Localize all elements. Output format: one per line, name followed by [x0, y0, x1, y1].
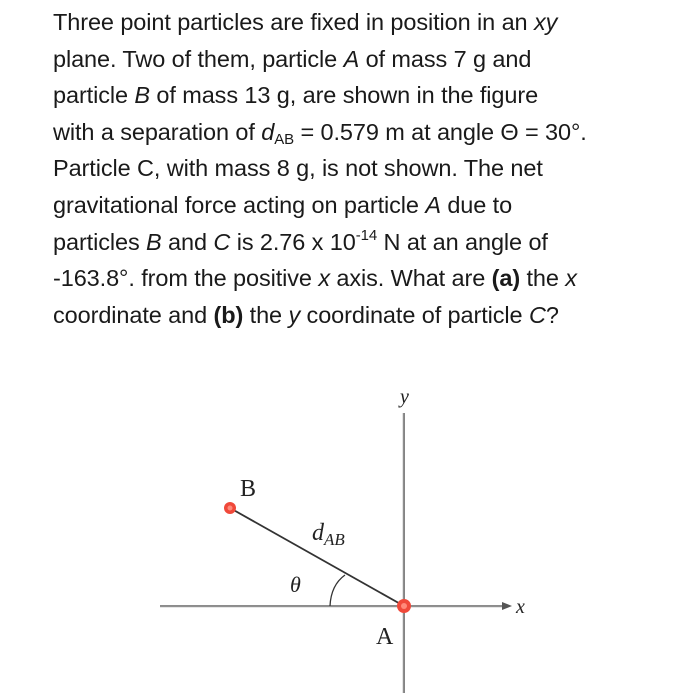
- problem-line-9: coordinate and (b) the y coordinate of particle C?: [53, 301, 559, 328]
- problem-line-2: plane. Two of them, particle A of mass 7 g and: [53, 45, 532, 72]
- problem-text: [53, 4, 683, 333]
- problem-line-4: with a separation of $d_{AB} = 0.579$ m at angle Θ = 30°.: [53, 118, 587, 148]
- problem-line-5: Particle C, with mass 8 g, is not shown. The net: [53, 155, 543, 182]
- problem-line-1: Three point particles are fixed in position in an xy: [53, 9, 558, 35]
- theta-label: θ: [290, 572, 301, 597]
- y-axis-label: y: [400, 386, 409, 408]
- problem-line-8: -163.8°. from the positive x axis. What are (a) the x: [53, 265, 577, 292]
- particle-figure: [0, 375, 689, 695]
- particle-b-label: B: [240, 476, 257, 502]
- problem-line-6: gravitational force acting on particle A due to: [53, 191, 513, 218]
- angle-arc: [330, 575, 345, 606]
- problem-line-3: particle B of mass 13 g, are shown in the figure: [53, 82, 539, 109]
- particle-a-label: A: [376, 624, 394, 650]
- particle-b-core: [228, 506, 233, 511]
- separation-label: $d_{AB}$: [312, 520, 345, 549]
- particle-a-core: [401, 603, 407, 609]
- x-axis-label: x: [516, 596, 525, 618]
- x-axis-arrow-icon: [502, 602, 512, 610]
- problem-line-7: particles B and C is 2.76 x $10^{-14}$ N at an angle of: [53, 226, 548, 255]
